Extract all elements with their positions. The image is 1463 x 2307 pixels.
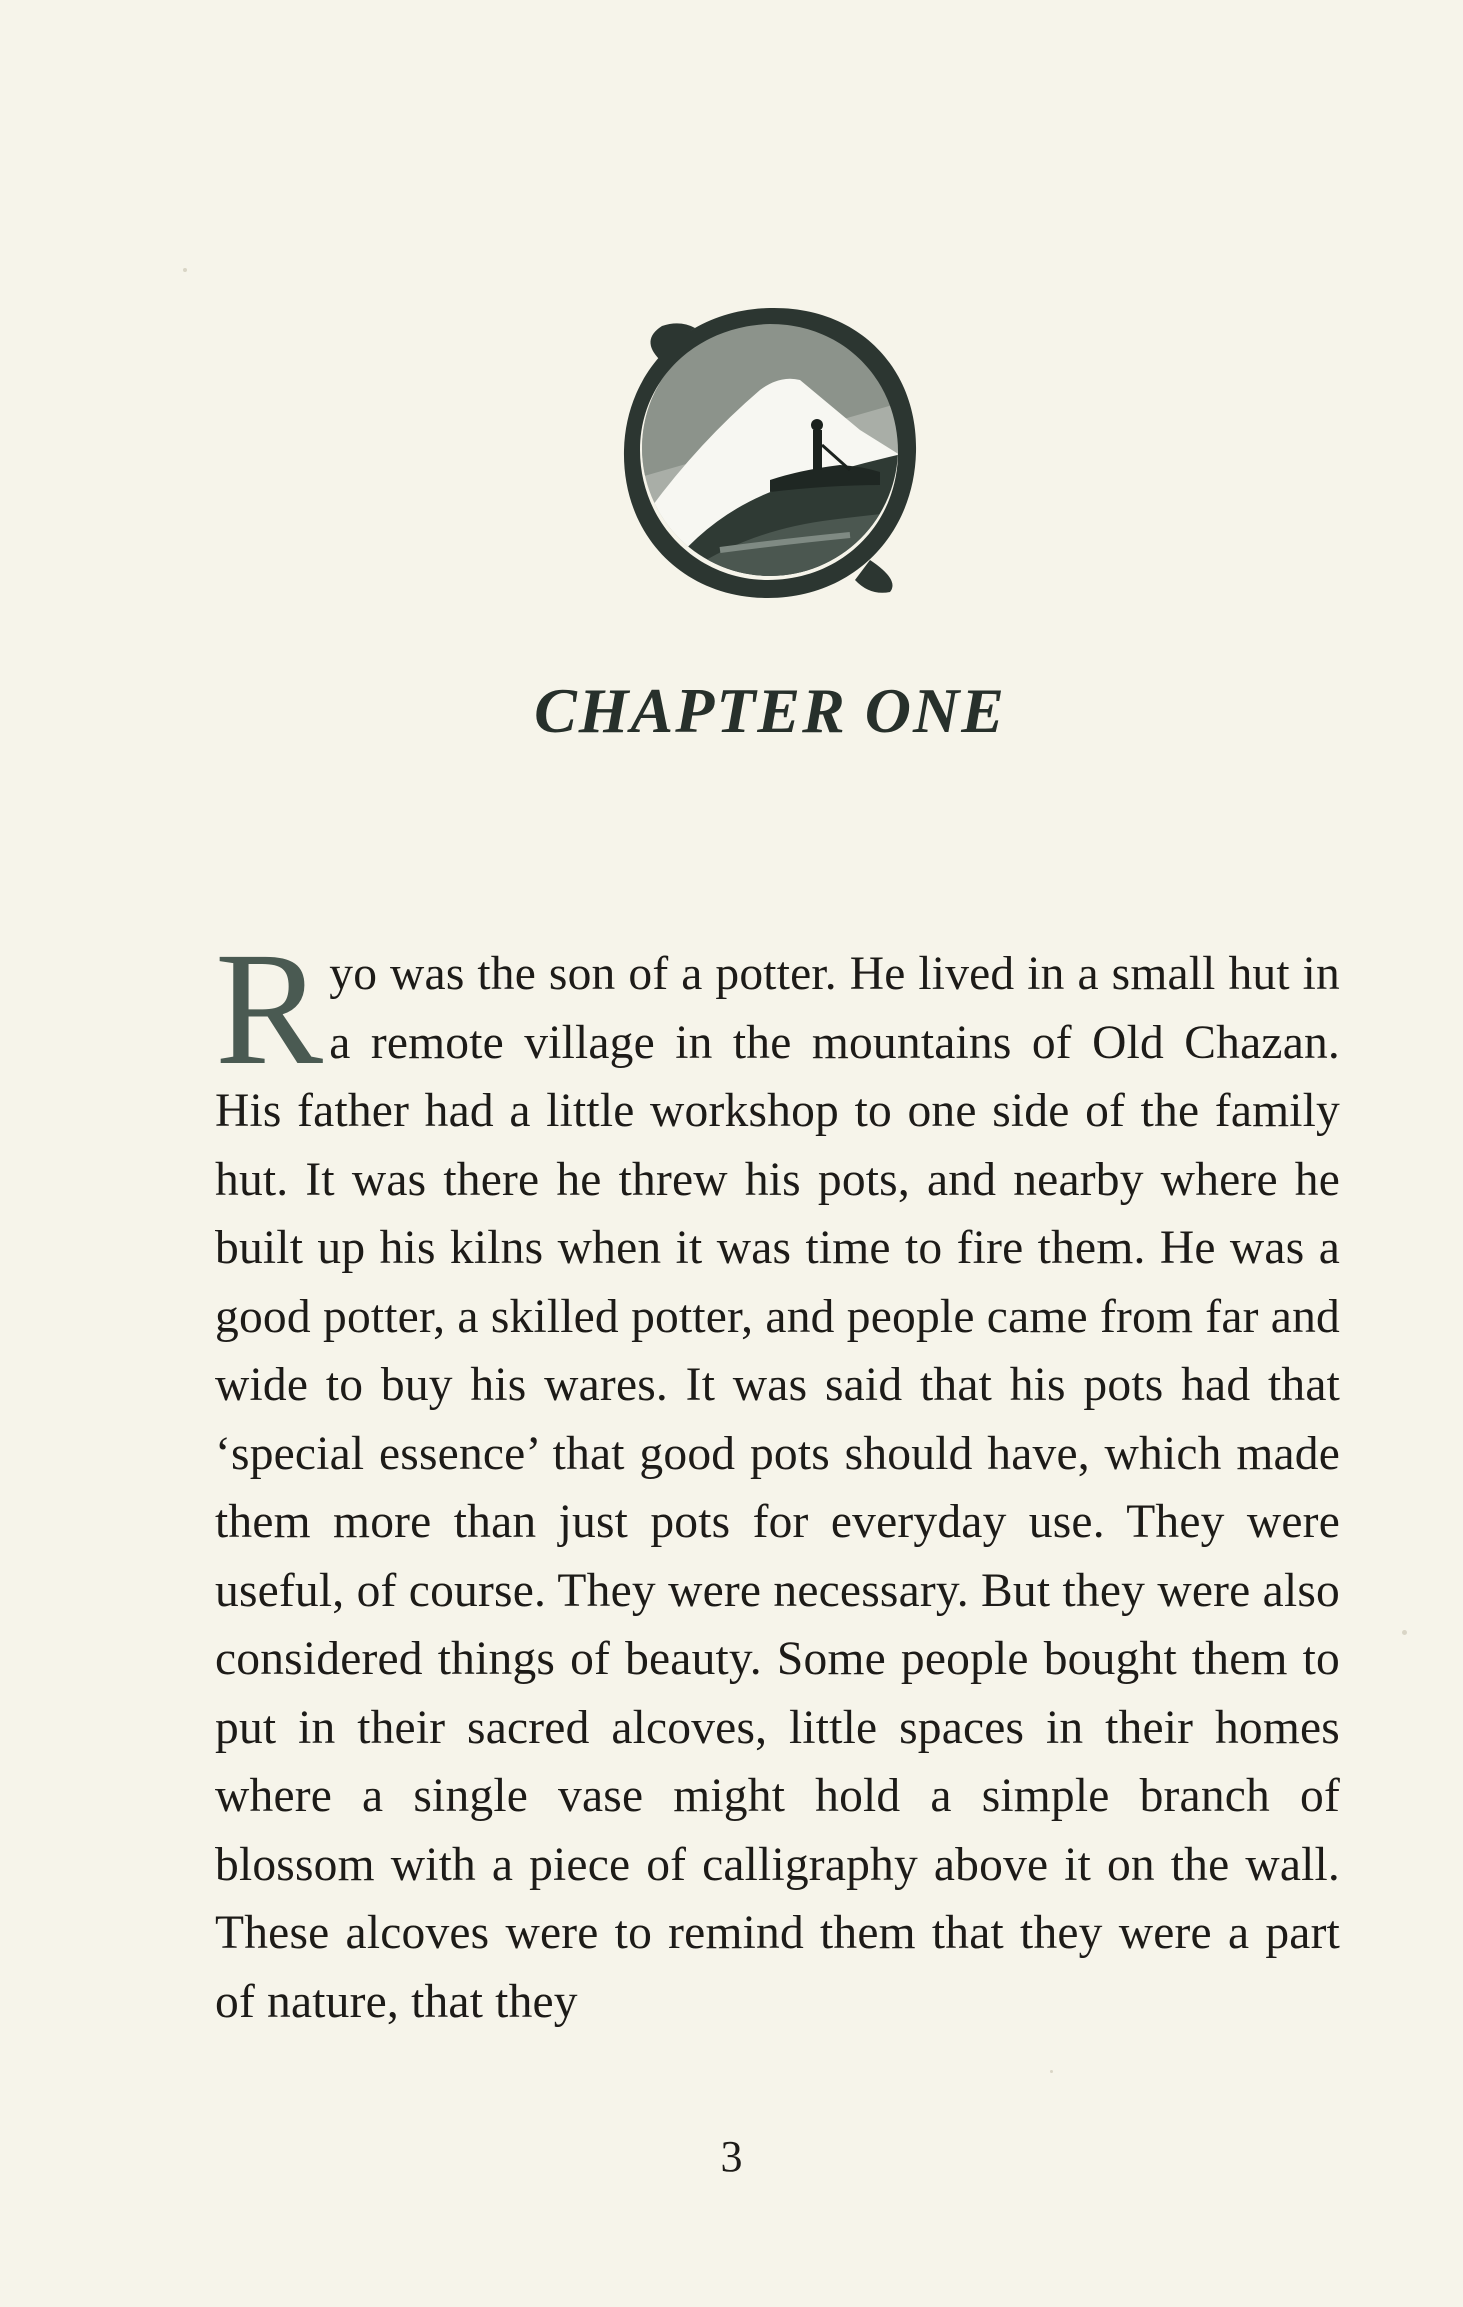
chapter-heading-text: CHAPTER ONE	[534, 675, 1006, 746]
ink-circle-mountain-figure-icon	[600, 280, 940, 620]
drop-cap: R	[215, 920, 324, 1099]
body-paragraph: yo was the son of a potter. He lived in a small hut in a remote village in the mountains of Old Chazan. His father had a little workshop to one side of the family hut. It was there he threw his pots, and nearby where he built up his kilns when it was time to fire them. He was a good potter, a skilled potter, and people came from far and wide to buy his wares. It was said that his pots had that ‘special essence’ that good pots should have, which made them more than just pots for everyday use. They were useful, of course. They were necessary. But they were also considered things of beauty. Some people bought them to put in their sacred alcoves, little spaces in their homes where a single vase might hold a simple branch of blossom with a piece of calligraphy above it on the wall. These alcoves were to remind them that they were a part of nature, that they	[215, 948, 1340, 2028]
chapter-body-text	[215, 920, 1340, 2036]
chapter-heading	[530, 650, 1010, 770]
paper-speck	[1050, 2070, 1053, 2073]
paper-speck	[183, 268, 187, 272]
page-number: 3	[720, 2132, 743, 2181]
paper-speck	[1402, 1630, 1407, 1635]
